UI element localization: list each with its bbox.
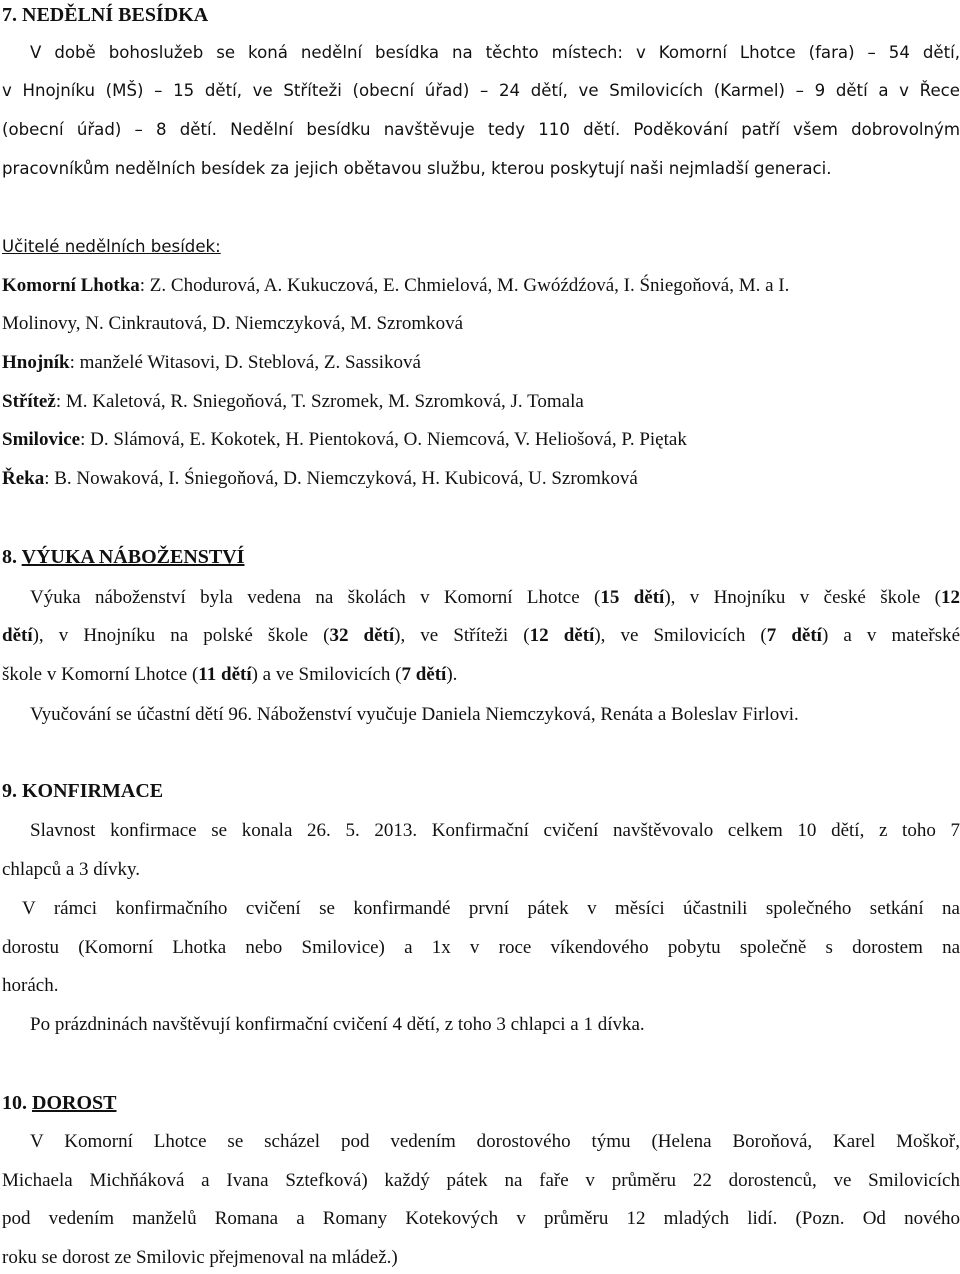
paragraph-line: chlapců a 3 dívky.	[2, 859, 141, 880]
paragraph-line: dorostu (Komorní Lhotka nebo Smilovice) a 1x v roce víkendového pobytu společně s dorostem na	[2, 937, 960, 958]
teacher-names: : Z. Chodurová, A. Kukuczová, E. Chmielová, M. Gwóźdźová, I. Śniegoňová, M. a I.	[139, 275, 790, 296]
paragraph-line: Slavnost konfirmace se konala 26. 5. 2013. Konfirmační cvičení navštěvovalo celkem 10 dětí, z toho 7	[30, 820, 960, 841]
section-7-heading: 7. NEDĚLNÍ BESÍDKA	[2, 4, 209, 26]
section-8-heading	[2, 544, 960, 570]
paragraph-line: dětí), v Hnojníku na polské škole (32 dětí), ve Stříteži (12 dětí), ve Smilovicích (7 dětí) a v mateřské	[2, 625, 960, 646]
teachers-hnojnik	[2, 350, 960, 376]
place-label: Smilovice	[2, 429, 81, 450]
teachers-reka	[2, 466, 960, 492]
teacher-names: : D. Slámová, E. Kokotek, H. Pientoková, O. Niemcová, V. Heliošová, P. Piętak	[80, 429, 687, 450]
paragraph-line: V rámci konfirmačního cvičení se konfirmandé první pátek v měsíci účastnili společného setkání na	[22, 898, 960, 919]
paragraph-line: Vyučování se účastní dětí 96. Náboženství vyučuje Daniela Niemczyková, Renáta a Boleslav Firlovi.	[30, 704, 799, 725]
paragraph-line: (obecní úřad) – 8 dětí. Nedělní besídku navštěvuje tedy 110 dětí. Poděkování patří všem dobrovolným	[2, 120, 960, 139]
paragraph-line: V Komorní Lhotce se scházel pod vedením dorostového týmu (Helena Boroňová, Karel Moškoř,	[30, 1131, 960, 1152]
paragraph-line: horách.	[2, 975, 59, 996]
paragraph-line: škole v Komorní Lhotce (11 dětí) a ve Smilovicích (7 dětí).	[2, 664, 458, 685]
teacher-names: : manželé Witasovi, D. Steblová, Z. Sassiková	[69, 352, 421, 373]
paragraph-line: Michaela Michňáková a Ivana Sztefková) každý pátek na faře v průměru 22 dorostenců, ve Smilovicích	[2, 1170, 960, 1191]
place-label: Řeka	[2, 468, 45, 489]
section-number: 8.	[2, 546, 17, 568]
section-title: VÝUKA NÁBOŽENSTVÍ	[21, 546, 245, 568]
place-label: Střítež	[2, 391, 56, 412]
section-title: DOROST	[32, 1092, 117, 1114]
paragraph-line: Po prázdninách navštěvují konfirmační cvičení 4 dětí, z toho 3 chlapci a 1 dívka.	[30, 1014, 645, 1035]
paragraph-line: V době bohoslužeb se koná nedělní besídka na těchto místech: v Komorní Lhotce (fara) – 54 dětí,	[30, 43, 960, 62]
teachers-komorni-lhotka	[2, 273, 960, 299]
place-label: Hnojník	[2, 352, 70, 373]
place-label: Komorní Lhotka	[2, 275, 140, 296]
section-number: 10.	[2, 1092, 27, 1114]
paragraph-line: pracovníkům nedělních besídek za jejich obětavou službu, kterou poskytují naši nejmladší generaci.	[2, 159, 832, 178]
teachers-stritez	[2, 389, 960, 415]
section-10-heading	[2, 1090, 960, 1116]
paragraph-line: Výuka náboženství byla vedena na školách v Komorní Lhotce (15 dětí), v Hnojníku v české škole (12	[30, 587, 960, 608]
teachers-smilovice	[2, 427, 960, 453]
section-9-heading: 9. KONFIRMACE	[2, 780, 164, 802]
paragraph-line: v Hnojníku (MŠ) – 15 dětí, ve Stříteži (obecní úřad) – 24 dětí, ve Smilovicích (Karmel) – 9 dětí a v Řece	[2, 81, 960, 100]
teacher-names: : B. Nowaková, I. Śniegoňová, D. Niemczyková, H. Kubicová, U. Szromková	[44, 468, 638, 489]
paragraph-line: pod vedením manželů Romana a Romany Kotekových v průměru 12 mladých lidí. (Pozn. Od nového	[2, 1208, 960, 1229]
paragraph-line: roku se dorost ze Smilovic přejmenoval na mládež.)	[2, 1247, 398, 1268]
teachers-title: Učitelé nedělních besídek:	[2, 237, 221, 256]
teachers-komorni-lhotka-cont: Molinovy, N. Cinkrautová, D. Niemczyková, M. Szromková	[2, 313, 464, 334]
teacher-names: : M. Kaletová, R. Sniegoňová, T. Szromek, M. Szromková, J. Tomala	[55, 391, 584, 412]
